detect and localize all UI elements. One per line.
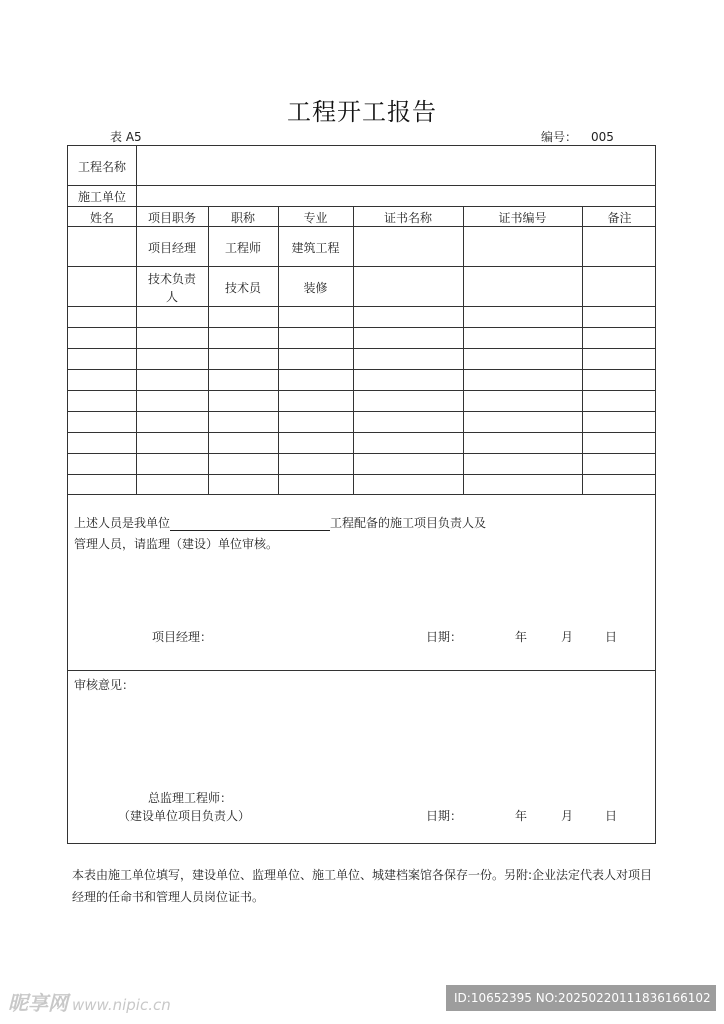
watermark-url: www.nipic.cn [72, 996, 171, 1014]
pm-signature-label: 项目经理： [152, 630, 213, 644]
statement-prefix: 上述人员是我单位 [74, 516, 171, 530]
table-cell-title: 工程师 [224, 241, 261, 255]
column-header: 专业 [303, 211, 328, 225]
review-opinion-label: 审核意见： [74, 678, 135, 692]
contractor-input[interactable] [137, 189, 657, 205]
statement-line2: 管理人员，请监理（建设）单位审核。 [74, 537, 279, 551]
column-header: 证书编号 [498, 211, 547, 225]
table-cell-position: 项目经理 [147, 241, 196, 255]
table-cell-title: 技术员 [224, 281, 261, 295]
statement-date-label: 日期： [426, 630, 463, 644]
serial-label: 编号： [541, 130, 578, 144]
footer-note: 本表由施工单位填写，建设单位、监理单位、施工单位、城建档案馆各保存一份。另附:企业法定代表人对项目经理的任命书和管理人员岗位证书。 [72, 868, 653, 904]
statement-suffix: 工程配备的施工项目负责人及 [330, 516, 487, 530]
project-name-label: 工程名称 [78, 160, 127, 174]
watermark-site: 昵享网 [8, 991, 68, 1015]
review-date-label: 日期： [426, 809, 463, 823]
table-cell-position: 技术负责 [147, 272, 196, 286]
statement-line1 [74, 514, 486, 531]
column-header: 姓名 [89, 211, 114, 225]
statement-year: 年 [515, 630, 528, 644]
serial-number [541, 128, 614, 145]
project-name-input[interactable] [137, 146, 657, 184]
unit-name-blank[interactable] [170, 517, 330, 531]
review-year: 年 [515, 809, 528, 823]
statement-day: 日 [605, 630, 618, 644]
table-number: 表 A5 [110, 130, 142, 144]
statement-month: 月 [561, 630, 574, 644]
contractor-label: 施工单位 [78, 190, 127, 204]
review-month: 月 [561, 809, 574, 823]
owner-representative-label: （建设单位项目负责人） [118, 809, 251, 823]
report-form [67, 145, 656, 844]
serial-value: 005 [591, 130, 614, 144]
review-day: 日 [605, 809, 618, 823]
column-header: 项目职务 [147, 211, 196, 225]
table-cell-major: 装修 [303, 281, 328, 295]
column-header: 证书名称 [383, 211, 432, 225]
table-cell-position-cont: 人 [165, 290, 178, 304]
watermark-logo [8, 987, 171, 1016]
watermark-id: ID:10652395 NO:20250220111836166102 [446, 985, 716, 1011]
table-cell-major: 建筑工程 [291, 241, 340, 255]
column-header: 职称 [230, 211, 255, 225]
document-title: 工程开工报告 [287, 98, 437, 126]
chief-supervisor-label: 总监理工程师： [148, 791, 233, 805]
column-header: 备注 [607, 211, 632, 225]
